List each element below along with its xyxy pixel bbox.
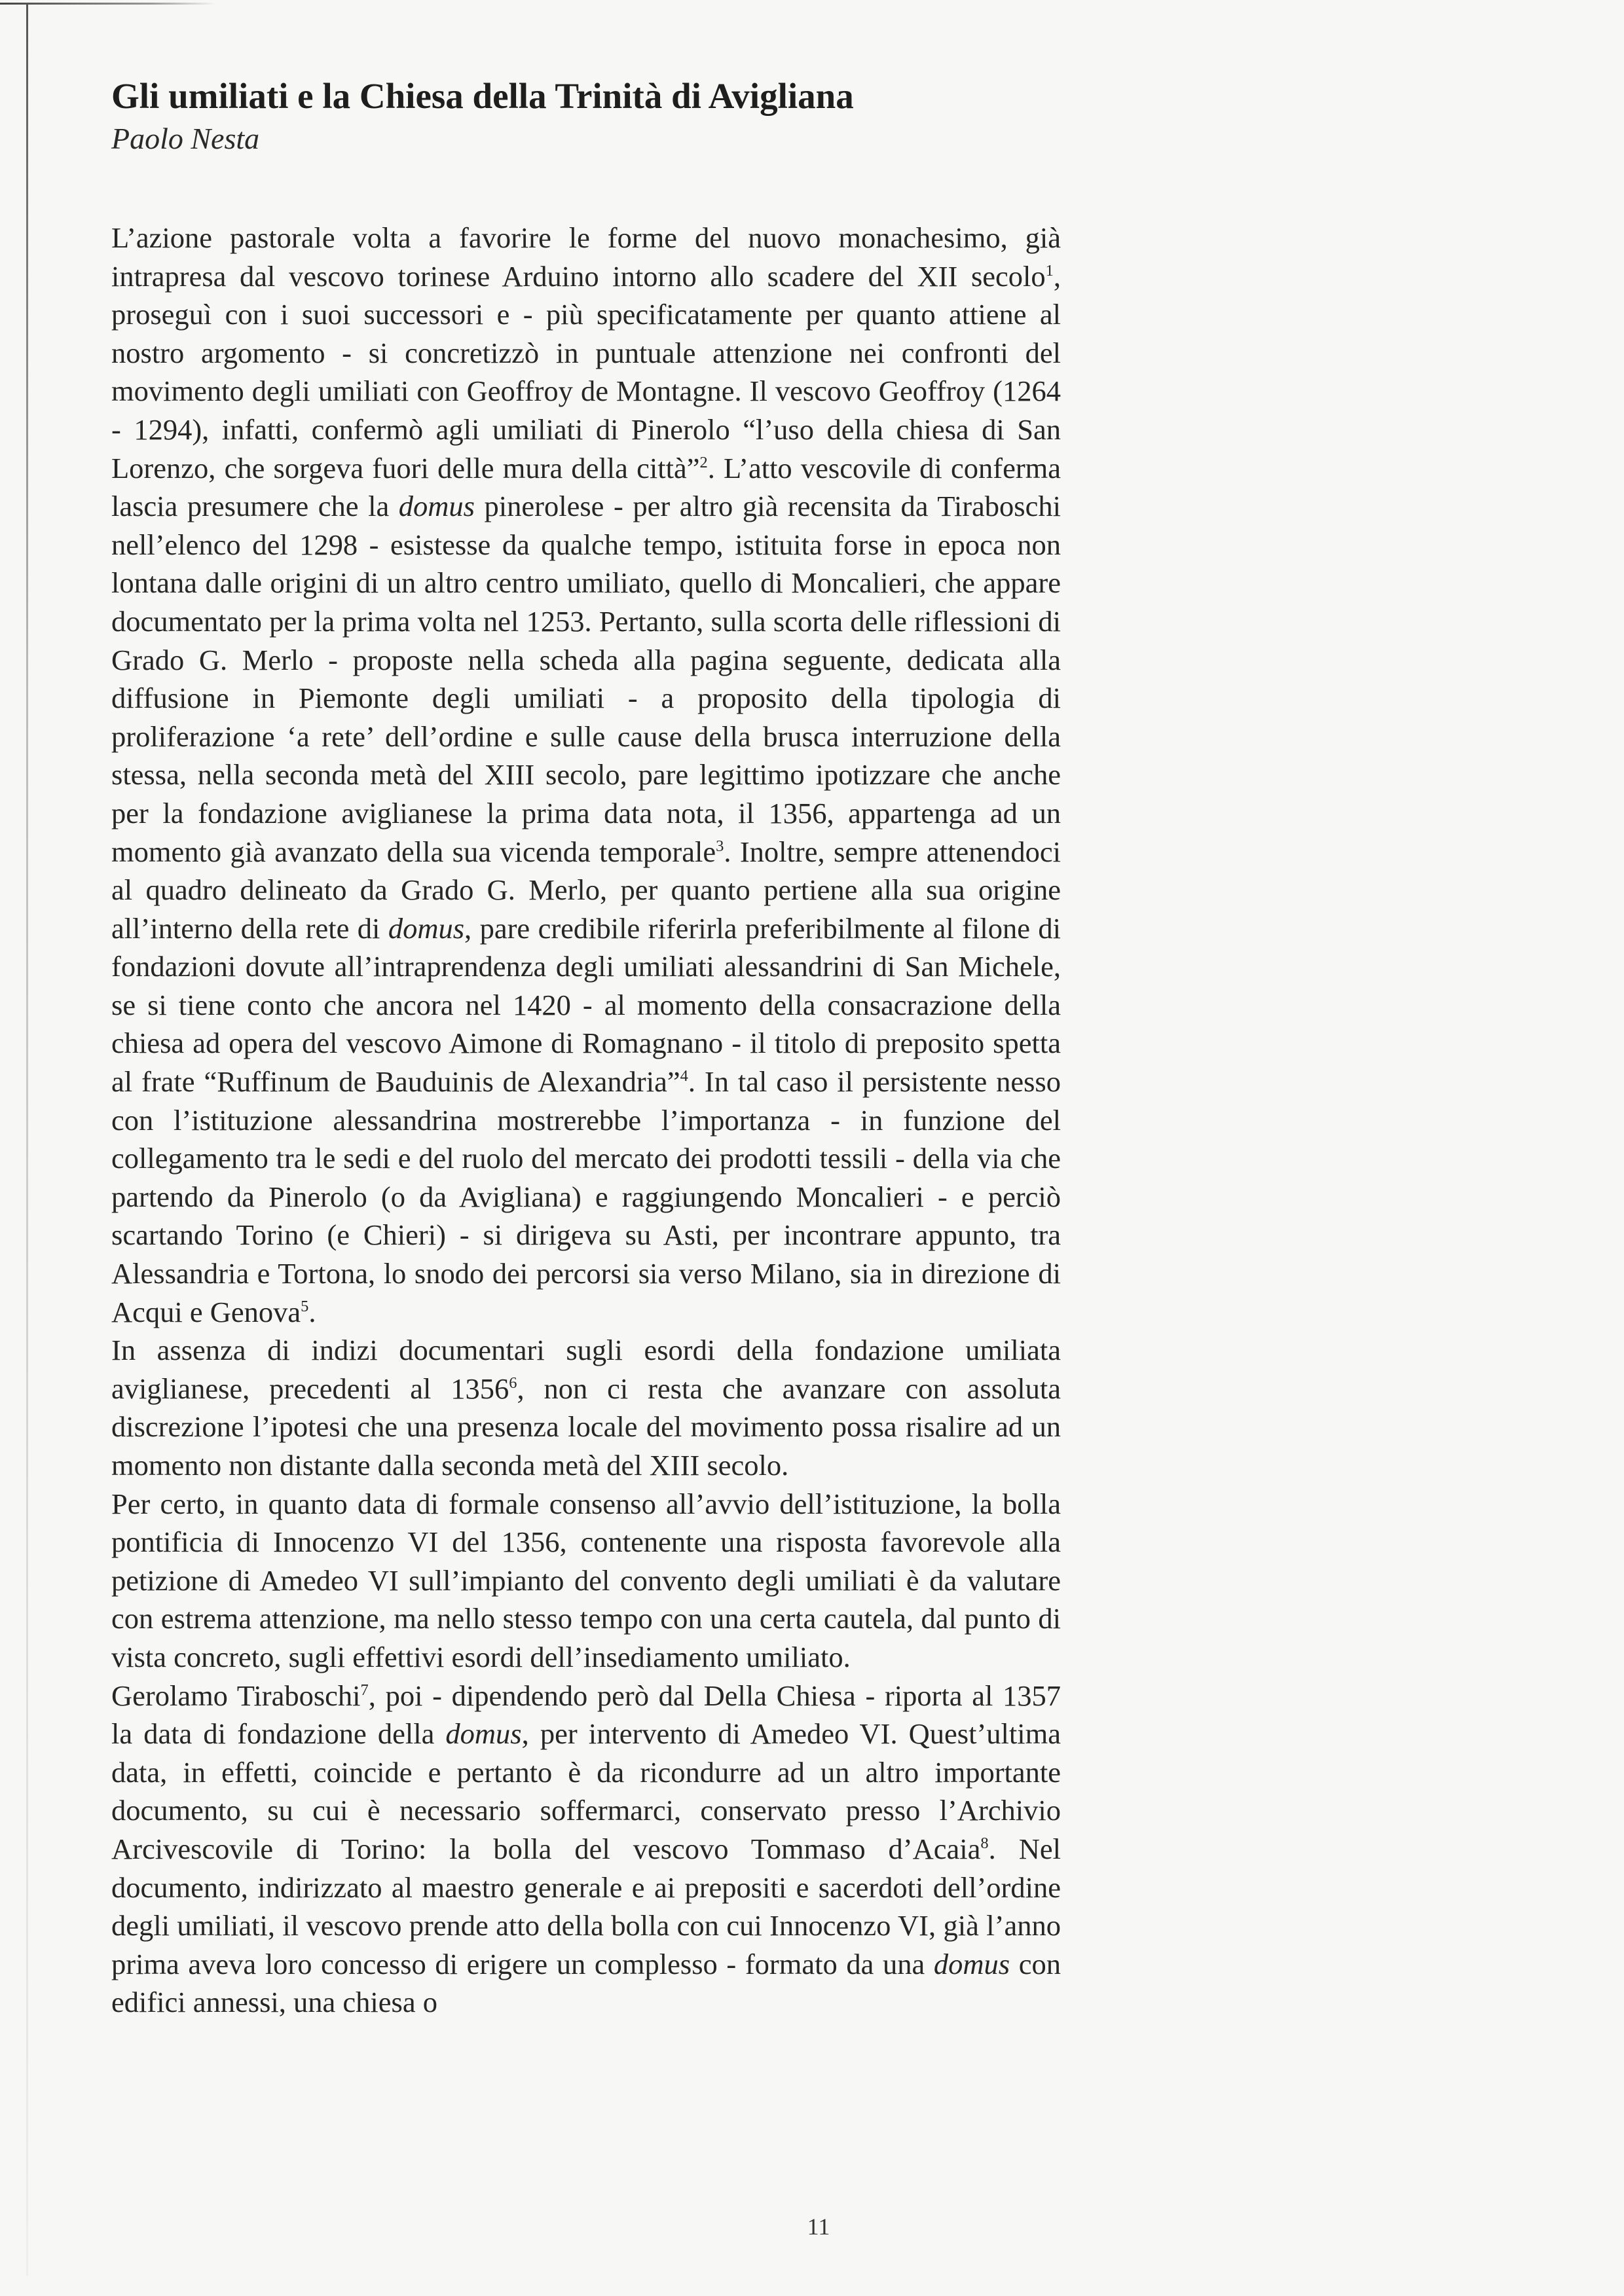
scan-edge-top	[0, 3, 216, 5]
footnote-ref: 4	[680, 1067, 688, 1085]
text-run: pinerolese - per altro già recensita da Tiraboschi nell’elenco del 1298 - esistesse da qualche tempo, istituita forse in epoca non lontana dalle origini di un altro centro umiliato, quello di Moncalieri, che appare documentato per la prima volta nel 1253. Pertanto, sulla scorta delle riflessioni di Grado G. Merlo - proposte nella scheda alla pagina seguente, dedicata alla diffusione in Piemonte degli umiliati - a proposito della tipologia di proliferazione ‘a rete’ dell’ordine e sulle cause della brusca interruzione della stessa, nella seconda metà del XIII secolo, pare legittimo ipotizzare che anche per la fondazione aviglianese la prima data nota, il 1356, appartenga ad un momento già avanzato della sua vicenda temporale	[111, 490, 1061, 868]
paragraph-3	[111, 1485, 1061, 1677]
text-run: , proseguì con i suoi successori e - più specificatamente per quanto attiene al nostro argomento - si concretizzò in puntuale attenzione nei confronti del movimento degli umiliati con Geoffroy de Montagne. Il vescovo Geoffroy (1264 - 1294), infatti, confermò agli umiliati di Pinerolo “l’uso della chiesa di San Lorenzo, che sorgeva fuori delle mura della città”	[111, 259, 1061, 484]
italic-term: domus	[933, 1947, 1010, 1980]
text-run: Gerolamo Tiraboschi	[111, 1679, 361, 1712]
footnote-ref: 5	[301, 1297, 309, 1315]
paragraph-2	[111, 1331, 1061, 1484]
text-run: . Nel documento, indirizzato al maestro generale e ai prepositi e sacerdoti dell’ordine degli umiliati, il vescovo prende atto della bolla con cui Innocenzo VI, già l’anno prima aveva loro concesso di erigere un complesso - formato da una	[111, 1832, 1061, 1980]
page-number: 11	[807, 2214, 830, 2240]
footnote-ref: 2	[699, 453, 708, 471]
text-run: , pare credibile riferirla preferibilmente al filone di fondazioni dovute all’intraprendenza degli umiliati alessandrini di San Michele, se si tiene conto che ancora nel 1420 - al momento della consacrazione della chiesa ad opera del vescovo Aimone di Romagnano - il titolo di preposito spetta al frate “Ruffinum de Bauduinis de Alexandria”	[111, 911, 1061, 1099]
text-run: L’azione pastorale volta a favorire le forme del nuovo monachesimo, già intrapresa dal vescovo torinese Arduino intorno allo scadere del XII secolo	[111, 221, 1061, 293]
article-body	[111, 219, 1061, 2022]
text-run: . Inoltre, sempre attenendoci al quadro delineato da Grado G. Merlo, per quanto pertiene alla sua origine all’interno della rete di	[111, 835, 1061, 945]
text-run: Per certo, in quanto data di formale consenso all’avvio dell’istituzione, la bolla pontificia di Innocenzo VI del 1356, contenente una risposta favorevole alla petizione di Amedeo VI sull’impianto del convento degli umiliati è da valutare con estrema attenzione, ma nello stesso tempo con una certa cautela, dal punto di vista concreto, sugli effettivi esordi dell’insediamento umiliato.	[111, 1487, 1061, 1673]
paragraph-1	[111, 219, 1061, 1331]
italic-term: domus	[388, 911, 465, 945]
page-content	[111, 73, 1061, 2022]
scan-edge-left	[26, 4, 28, 2276]
italic-term: domus	[445, 1717, 522, 1751]
paragraph-4	[111, 1677, 1061, 2022]
text-run: , per intervento di Amedeo VI. Quest’ultima data, in effetti, coincide e pertanto è da ricondurre ad un altro importante documento, su cui è necessario soffermarci, conservato presso l’Archivio Arcivescovile di Torino: la bolla del vescovo Tommaso d’Acaia	[111, 1717, 1061, 1865]
text-run: . L’atto vescovile di conferma lascia presumere che la	[111, 451, 1061, 523]
italic-term: domus	[398, 490, 475, 523]
article-title: Gli umiliati e la Chiesa della Trinità di Avigliana	[111, 76, 854, 116]
text-run: . In tal caso il persistente nesso con l’istituzione alessandrina mostrerebbe l’importanza - in funzione del collegamento tra le sedi e del ruolo del mercato dei prodotti tessili - della via che partendo da Pinerolo (o da Avigliana) e raggiungendo Moncalieri - e perciò scartando Torino (e Chieri) - si dirigeva su Asti, per incontrare appunto, tra Alessandria e Tortona, lo snodo dei percorsi sia verso Milano, sia in direzione di Acqui e Genova	[111, 1065, 1061, 1328]
footnote-ref: 7	[360, 1681, 369, 1699]
text-run: .	[308, 1295, 316, 1328]
text-run: , non ci resta che avanzare con assoluta discrezione l’ipotesi che una presenza locale del movimento possa risalire ad un momento non distante dalla seconda metà del XIII secolo.	[111, 1372, 1061, 1482]
footnote-ref: 1	[1045, 261, 1054, 280]
text-run: , poi - dipendendo però dal Della Chiesa - riporta al 1357 la data di fondazione della	[111, 1679, 1061, 1751]
footnote-ref: 6	[509, 1374, 517, 1392]
text-run: con edifici annessi, una chiesa o	[111, 1947, 1061, 2019]
footnote-ref: 3	[716, 837, 724, 855]
text-run: In assenza di indizi documentari sugli esordi della fondazione umiliata aviglianese, precedenti al 1356	[111, 1334, 1061, 1405]
article-author: Paolo Nesta	[111, 122, 260, 155]
footnote-ref: 8	[980, 1834, 989, 1853]
